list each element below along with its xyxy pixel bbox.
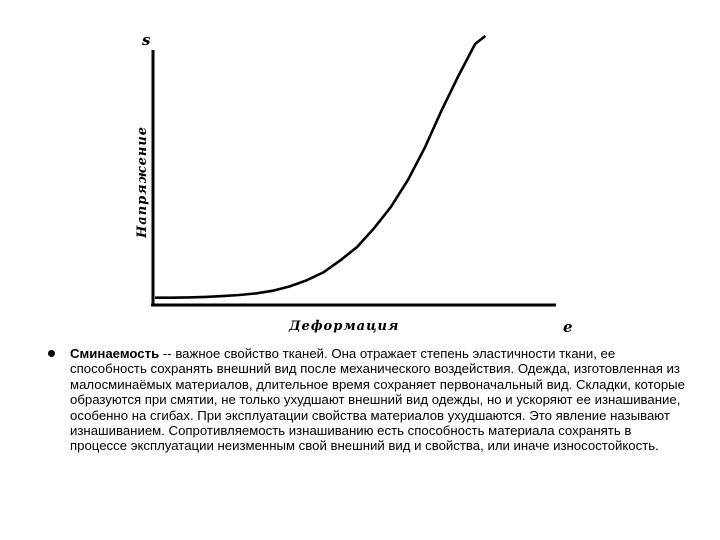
x-axis-title: Деформация: [289, 319, 400, 334]
stress-curve: [155, 36, 485, 298]
y-axis-letter: s: [142, 31, 151, 49]
definition-paragraph: [48, 346, 688, 454]
y-axis-title: Напряжение: [135, 125, 150, 238]
x-axis-letter: e: [563, 318, 573, 336]
term-label: Сминаемость: [70, 346, 160, 361]
bullet-icon: [48, 350, 55, 357]
definition-text: [70, 346, 688, 454]
term-description: -- важное свойство тканей. Она отражает степень эластичности ткани, ее способность сохранять внешний вид после механического воздействия. Одежда, изготовленная из малосминаёмых материалов, длительное время сохраняет первоначальный вид. Складки, которые образуются при смятии, не только ухудшают внешний вид одежды, но и ускоряют ее изнашивание, особенно на сгибах. При эксплуатации свойства материалов ухудшаются. Это явление называют изнашиванием. Сопротивляемость изнашиванию есть способность материала сохранять в процессе эксплуатации неизменным свой внешний вид и свойства, или иначе износостойкость.: [70, 346, 685, 454]
